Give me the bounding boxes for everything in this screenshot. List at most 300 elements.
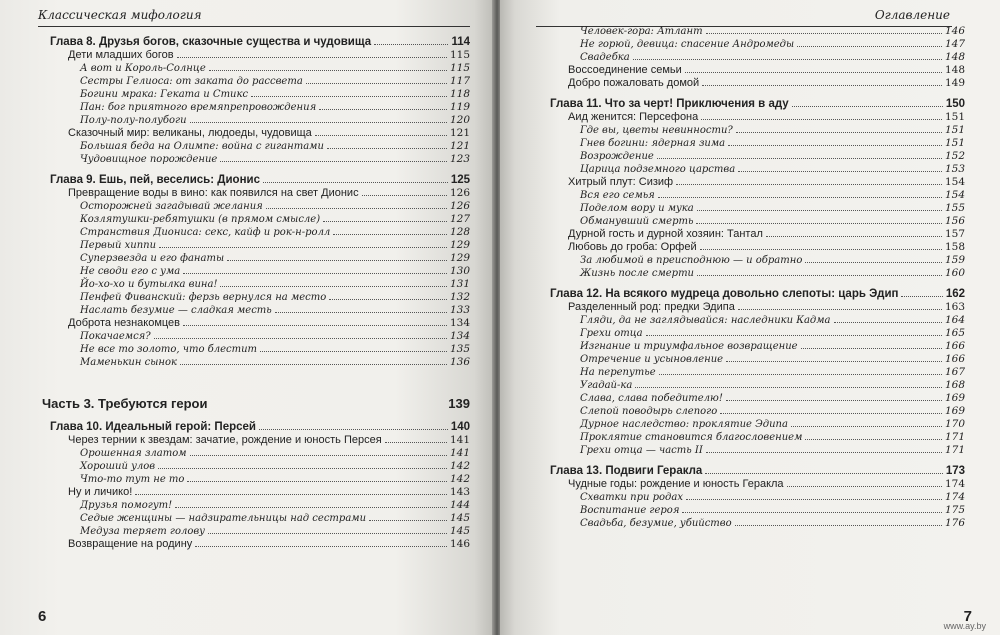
entry-page-number: 146	[449, 538, 470, 550]
entry-page-number: 166	[944, 353, 965, 365]
entry-title: Глава 9. Ешь, пей, веселись: Дионис	[50, 174, 260, 186]
entry-title: На перепутье	[580, 367, 656, 378]
toc-section	[550, 77, 965, 90]
entry-page-number: 128	[449, 226, 470, 238]
entry-page-number: 176	[944, 517, 965, 529]
toc-subsection	[550, 431, 965, 444]
entry-title: Слепой поводырь слепого	[580, 406, 718, 417]
toc-subsection	[550, 51, 965, 64]
entry-page-number: 160	[944, 267, 965, 279]
dot-leader	[251, 96, 447, 97]
dot-leader	[323, 221, 447, 222]
toc-chapter	[550, 465, 965, 478]
toc-subsection	[50, 473, 470, 486]
toc-subsection	[50, 213, 470, 226]
entry-title: Суперзвезда и его фанаты	[80, 253, 225, 264]
dot-leader	[190, 455, 447, 456]
page-number: 6	[38, 608, 47, 625]
toc-chapter	[50, 421, 470, 434]
entry-page-number: 129	[449, 252, 470, 264]
toc-chapter	[550, 288, 965, 301]
dot-leader	[220, 286, 446, 287]
entry-title: Воссоединение семьи	[568, 64, 682, 76]
toc-subsection	[50, 291, 470, 304]
dot-leader	[792, 106, 943, 107]
dot-leader	[275, 312, 447, 313]
entry-title: Медуза теряет голову	[80, 526, 205, 537]
dot-leader	[195, 546, 447, 547]
entry-title: Полу-полу-полубоги	[80, 115, 187, 126]
entry-title: Хитрый плут: Сизиф	[568, 176, 674, 188]
entry-title: Гляди, да не заглядывайся: наследники Кадма	[580, 315, 831, 326]
toc-subsection	[50, 101, 470, 114]
entry-title: Часть 3. Требуются герои	[42, 396, 208, 411]
entry-title: Покачаемся?	[80, 331, 151, 342]
toc-subsection	[550, 504, 965, 517]
entry-title: Разделенный род: предки Эдипа	[568, 301, 735, 313]
entry-page-number: 126	[449, 187, 470, 199]
toc-section	[50, 127, 470, 140]
dot-leader	[158, 468, 447, 469]
toc-subsection	[550, 405, 965, 418]
toc-subsection	[550, 353, 965, 366]
toc-subsection	[50, 330, 470, 343]
dot-leader	[190, 122, 447, 123]
page-number: 7	[963, 608, 972, 625]
entry-page-number: 141	[449, 447, 470, 459]
entry-title: Отречение и усыновление	[580, 354, 724, 365]
entry-page-number: 164	[944, 314, 965, 326]
entry-page-number: 142	[449, 460, 470, 472]
toc-subsection	[50, 153, 470, 166]
entry-page-number: 170	[944, 418, 965, 430]
entry-title: Схватки при родах	[580, 492, 683, 503]
entry-title: Дети младших богов	[68, 49, 174, 61]
toc-section	[50, 49, 470, 62]
dot-leader	[697, 210, 942, 211]
entry-title: Грехи отца	[580, 328, 643, 339]
entry-title: Царица подземного царства	[580, 164, 736, 175]
entry-page-number: 140	[450, 421, 470, 433]
dot-leader	[175, 507, 447, 508]
dot-leader	[697, 275, 942, 276]
dot-leader	[706, 452, 942, 453]
entry-title: Не горюй, девица: спасение Андромеды	[580, 39, 795, 50]
dot-leader	[787, 486, 942, 487]
dot-leader	[209, 70, 447, 71]
toc-subsection	[50, 226, 470, 239]
entry-page-number: 171	[944, 431, 965, 443]
entry-title: Друзья помогут!	[80, 500, 173, 511]
toc-subsection	[50, 62, 470, 75]
entry-page-number: 145	[449, 512, 470, 524]
toc-subsection	[550, 267, 965, 280]
entry-page-number: 149	[944, 77, 965, 89]
toc-subsection	[550, 124, 965, 137]
dot-leader	[327, 148, 447, 149]
dot-leader	[720, 413, 942, 414]
dot-leader	[726, 400, 942, 401]
toc-section	[50, 187, 470, 200]
entry-page-number: 115	[449, 62, 470, 74]
entry-title: Дурной гость и дурной хозяин: Тантал	[568, 228, 763, 240]
entry-page-number: 133	[449, 304, 470, 316]
entry-page-number: 167	[944, 366, 965, 378]
entry-page-number: 143	[449, 486, 470, 498]
entry-title: Козлятушки-ребятушки (в прямом смысле)	[80, 214, 321, 225]
left-page	[0, 0, 494, 635]
toc-section	[550, 301, 965, 314]
toc-subsection	[550, 366, 965, 379]
toc-subsection	[550, 163, 965, 176]
entry-title: Дурное наследство: проклятие Эдипа	[580, 419, 788, 430]
dot-leader	[259, 429, 448, 430]
entry-page-number: 146	[944, 25, 965, 37]
dot-leader	[208, 533, 447, 534]
dot-leader	[686, 499, 942, 500]
entry-page-number: 134	[449, 317, 470, 329]
entry-title: А вот и Король-Солнце	[80, 63, 206, 74]
entry-title: Наслать безумие — сладкая месть	[80, 305, 272, 316]
entry-title: Превращение воды в вино: как появился на свет Дионис	[68, 187, 359, 199]
entry-title: Глава 10. Идеальный герой: Персей	[50, 421, 256, 433]
dot-leader	[659, 374, 942, 375]
toc-subsection	[550, 38, 965, 51]
dot-leader	[362, 195, 447, 196]
entry-page-number: 141	[449, 434, 470, 446]
table-of-contents	[550, 25, 965, 530]
entry-page-number: 118	[449, 88, 470, 100]
toc-subsection	[50, 304, 470, 317]
toc-chapter	[550, 98, 965, 111]
toc-section	[50, 317, 470, 330]
toc-section	[550, 241, 965, 254]
dot-leader	[834, 322, 942, 323]
toc-section	[50, 434, 470, 447]
dot-leader	[705, 473, 942, 474]
header-rule	[38, 26, 470, 27]
entry-page-number: 142	[449, 473, 470, 485]
entry-title: Глава 8. Друзья богов, сказочные существа и чудовища	[50, 36, 372, 48]
entry-page-number: 120	[449, 114, 470, 126]
entry-page-number: 132	[449, 291, 470, 303]
toc-subsection	[50, 278, 470, 291]
entry-title: Гнев богини: ядерная зима	[580, 138, 726, 149]
toc-subsection	[50, 140, 470, 153]
entry-page-number: 127	[449, 213, 470, 225]
entry-title: Осторожней загадывай желания	[80, 201, 263, 212]
toc-chapter	[50, 36, 470, 49]
entry-title: Жизнь после смерти	[580, 268, 694, 279]
dot-leader	[791, 426, 942, 427]
toc-subsection	[550, 137, 965, 150]
entry-title: Человек-гора: Атлант	[580, 26, 703, 37]
toc-subsection	[50, 265, 470, 278]
entry-page-number: 173	[945, 465, 965, 477]
dot-leader	[658, 197, 942, 198]
dot-leader	[180, 364, 447, 365]
toc-subsection	[50, 239, 470, 252]
entry-page-number: 162	[945, 288, 965, 300]
entry-title: Не своди его с ума	[80, 266, 181, 277]
table-of-contents	[42, 36, 470, 551]
entry-title: Свадебка	[580, 52, 630, 63]
dot-leader	[696, 223, 942, 224]
entry-title: Пан: бог приятного времяпрепровождения	[80, 102, 317, 113]
dot-leader	[801, 348, 942, 349]
dot-leader	[635, 387, 942, 388]
dot-leader	[135, 494, 447, 495]
dot-leader	[805, 262, 942, 263]
entry-page-number: 121	[449, 127, 470, 139]
entry-title: Возвращение на родину	[68, 538, 193, 550]
dot-leader	[374, 44, 448, 45]
entry-page-number: 121	[449, 140, 470, 152]
entry-page-number: 159	[944, 254, 965, 266]
entry-title: Первый хиппи	[80, 240, 157, 251]
entry-page-number: 174	[944, 491, 965, 503]
entry-page-number: 144	[449, 499, 470, 511]
dot-leader	[701, 119, 942, 120]
entry-title: Богини мрака: Геката и Стикс	[80, 89, 249, 100]
entry-title: Поделом вору и мука	[580, 203, 694, 214]
dot-leader	[805, 439, 942, 440]
entry-title: Глава 11. Что за черт! Приключения в аду	[550, 98, 789, 110]
toc-subsection	[550, 202, 965, 215]
entry-page-number: 119	[449, 101, 470, 113]
toc-subsection	[50, 343, 470, 356]
toc-subsection	[50, 88, 470, 101]
entry-page-number: 152	[944, 150, 965, 162]
dot-leader	[159, 247, 447, 248]
running-head: Классическая мифология	[38, 8, 202, 22]
entry-page-number: 166	[944, 340, 965, 352]
entry-page-number: 163	[944, 301, 965, 313]
toc-section	[50, 538, 470, 551]
toc-subsection	[550, 340, 965, 353]
toc-subsection	[550, 491, 965, 504]
entry-page-number: 136	[449, 356, 470, 368]
entry-title: Слава, слава победителю!	[580, 393, 723, 404]
dot-leader	[227, 260, 447, 261]
entry-title: Угадай-ка	[580, 380, 633, 391]
entry-title: Добро пожаловать домой	[568, 77, 700, 89]
toc-section	[50, 486, 470, 499]
entry-page-number: 131	[449, 278, 470, 290]
entry-title: Глава 13. Подвиги Геракла	[550, 465, 703, 477]
entry-title: Маменькин сынок	[80, 357, 177, 368]
toc-subsection	[550, 254, 965, 267]
toc-subsection	[50, 75, 470, 88]
right-page	[500, 0, 1000, 635]
entry-page-number: 155	[944, 202, 965, 214]
dot-leader	[220, 161, 447, 162]
toc-subsection	[550, 314, 965, 327]
toc-subsection	[50, 252, 470, 265]
dot-leader	[315, 135, 447, 136]
dot-leader	[260, 351, 447, 352]
toc-section	[550, 64, 965, 77]
entry-title: Аид женится: Персефона	[568, 111, 699, 123]
entry-page-number: 151	[944, 111, 965, 123]
entry-page-number: 134	[449, 330, 470, 342]
dot-leader	[726, 361, 942, 362]
entry-title: Большая беда на Олимпе: война с гигантами	[80, 141, 324, 152]
entry-page-number: 175	[944, 504, 965, 516]
entry-page-number: 126	[449, 200, 470, 212]
dot-leader	[329, 299, 447, 300]
entry-title: Где вы, цветы невинности?	[580, 125, 733, 136]
dot-leader	[646, 335, 942, 336]
dot-leader	[682, 512, 942, 513]
entry-title: Странствия Диониса: секс, кайф и рок-н-ролл	[80, 227, 331, 238]
entry-title: Что-то тут не то	[80, 474, 185, 485]
entry-page-number: 151	[944, 137, 965, 149]
entry-page-number: 151	[944, 124, 965, 136]
dot-leader	[183, 325, 447, 326]
entry-page-number: 125	[450, 174, 470, 186]
dot-leader	[306, 83, 447, 84]
entry-title: Доброта незнакомцев	[68, 317, 181, 329]
toc-subsection	[50, 460, 470, 473]
entry-page-number: 171	[944, 444, 965, 456]
entry-title: Воспитание героя	[580, 505, 680, 516]
toc-subsection	[50, 525, 470, 538]
dot-leader	[177, 57, 447, 58]
toc-section	[550, 478, 965, 491]
watermark: www.ay.by	[943, 621, 986, 631]
dot-leader	[183, 273, 447, 274]
toc-subsection	[50, 200, 470, 213]
dot-leader	[706, 33, 942, 34]
toc-subsection	[50, 356, 470, 369]
toc-subsection	[50, 512, 470, 525]
entry-page-number: 153	[944, 163, 965, 175]
dot-leader	[736, 132, 942, 133]
entry-page-number: 156	[944, 215, 965, 227]
entry-title: Через тернии к звездам: зачатие, рождение и юность Персея	[68, 434, 382, 446]
entry-title: Изгнание и триумфальное возвращение	[580, 341, 798, 352]
running-head: Оглавление	[874, 8, 950, 22]
entry-title: Возрождение	[580, 151, 654, 162]
entry-page-number: 158	[944, 241, 965, 253]
toc-subsection	[550, 517, 965, 530]
dot-leader	[738, 171, 942, 172]
dot-leader	[738, 309, 942, 310]
entry-page-number: 157	[944, 228, 965, 240]
entry-title: Грехи отца — часть II	[580, 445, 703, 456]
entry-title: Чудовищное порождение	[80, 154, 218, 165]
entry-title: Проклятие становится благословением	[580, 432, 803, 443]
entry-title: Сказочный мир: великаны, людоеды, чудовища	[68, 127, 312, 139]
dot-leader	[728, 145, 942, 146]
dot-leader	[702, 85, 942, 86]
dot-leader	[657, 158, 942, 159]
toc-subsection	[550, 150, 965, 163]
entry-page-number: 135	[449, 343, 470, 355]
entry-page-number: 154	[944, 189, 965, 201]
dot-leader	[154, 338, 447, 339]
dot-leader	[263, 182, 448, 183]
entry-page-number: 169	[944, 405, 965, 417]
entry-title: Не все то золото, что блестит	[80, 344, 258, 355]
toc-subsection	[550, 392, 965, 405]
entry-title: Сестры Гелиоса: от заката до рассвета	[80, 76, 303, 87]
entry-page-number: 147	[944, 38, 965, 50]
entry-page-number: 115	[449, 49, 470, 61]
dot-leader	[735, 525, 942, 526]
dot-leader	[685, 72, 942, 73]
entry-page-number: 145	[449, 525, 470, 537]
entry-title: Ну и личико!	[68, 486, 133, 498]
entry-page-number: 148	[944, 51, 965, 63]
dot-leader	[187, 481, 447, 482]
dot-leader	[797, 46, 942, 47]
entry-title: За любимой в преисподнюю — и обратно	[580, 255, 803, 266]
entry-title: Глава 12. На всякого мудреца довольно слепоты: царь Эдип	[550, 288, 899, 300]
entry-page-number: 130	[449, 265, 470, 277]
toc-subsection	[50, 499, 470, 512]
toc-chapter	[50, 174, 470, 187]
dot-leader	[369, 520, 447, 521]
toc-subsection	[50, 447, 470, 460]
toc-subsection	[550, 25, 965, 38]
dot-leader	[319, 109, 447, 110]
dot-leader	[901, 296, 942, 297]
entry-page-number: 139	[448, 396, 470, 411]
dot-leader	[700, 249, 942, 250]
entry-page-number: 148	[944, 64, 965, 76]
entry-title: Вся его семья	[580, 190, 655, 201]
dot-leader	[266, 208, 447, 209]
toc-subsection	[550, 189, 965, 202]
entry-title: Йо-хо-хо и бутылка вина!	[80, 279, 218, 290]
entry-title: Хороший улов	[80, 461, 156, 472]
toc-subsection	[550, 215, 965, 228]
toc-section	[550, 228, 965, 241]
dot-leader	[333, 234, 447, 235]
toc-section	[550, 176, 965, 189]
entry-page-number: 174	[944, 478, 965, 490]
entry-page-number: 165	[944, 327, 965, 339]
entry-page-number: 168	[944, 379, 965, 391]
entry-title: Седые женщины — надзирательницы над сестрами	[80, 513, 367, 524]
entry-page-number: 169	[944, 392, 965, 404]
entry-title: Пенфей Фиванский: ферзь вернулся на место	[80, 292, 327, 303]
dot-leader	[633, 59, 942, 60]
entry-page-number: 129	[449, 239, 470, 251]
toc-section	[550, 111, 965, 124]
entry-title: Обманувший смерть	[580, 216, 694, 227]
toc-subsection	[550, 418, 965, 431]
entry-page-number: 123	[449, 153, 470, 165]
entry-title: Орошенная златом	[80, 448, 187, 459]
toc-subsection	[50, 114, 470, 127]
dot-leader	[385, 442, 447, 443]
dot-leader	[766, 236, 942, 237]
entry-title: Чудные годы: рождение и юность Геракла	[568, 478, 784, 490]
entry-title: Свадьба, безумие, убийство	[580, 518, 732, 529]
toc-subsection	[550, 379, 965, 392]
entry-page-number: 154	[944, 176, 965, 188]
dot-leader	[676, 184, 942, 185]
toc-subsection	[550, 444, 965, 457]
entry-title: Любовь до гроба: Орфей	[568, 241, 697, 253]
entry-page-number: 117	[449, 75, 470, 87]
toc-subsection	[550, 327, 965, 340]
entry-page-number: 114	[451, 36, 470, 48]
toc-part	[42, 395, 470, 413]
